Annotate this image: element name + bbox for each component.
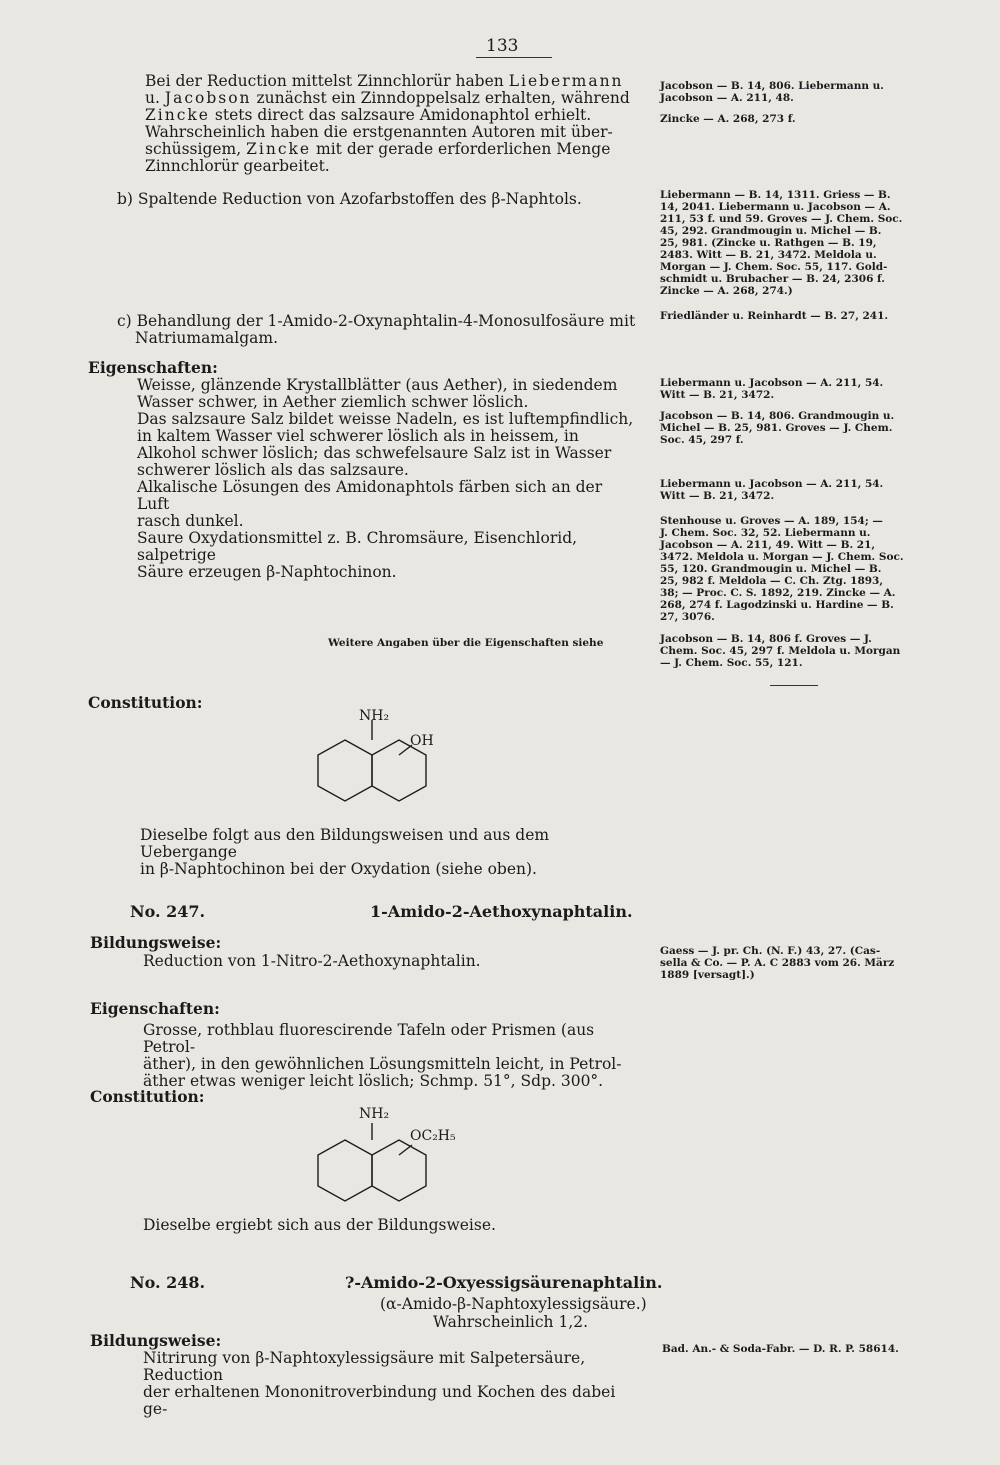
no248-bildungsweise-label: Bildungsweise:	[90, 1331, 222, 1350]
weitere-angaben: Weitere Angaben über die Eigenschaften siehe	[328, 637, 604, 649]
constitution-label: Constitution:	[88, 693, 203, 712]
section-a-line-1: Bei der Reduction mittelst Zinnchlorür haben Liebermann	[145, 72, 624, 90]
section-a-line-5: schüssigem, Zincke mit der gerade erforderlichen Menge	[145, 140, 611, 158]
no247-bildungsweise-label: Bildungsweise:	[90, 933, 222, 952]
ref-2: Zincke — A. 268, 273 f.	[660, 113, 796, 125]
no247-number: No. 247.	[130, 902, 206, 921]
author-liebermann: Liebermann	[508, 72, 624, 90]
author-jacobson: Jacobson	[164, 89, 252, 107]
ref-7: Liebermann u. Jacobson — A. 211, 54. Witt — B. 21, 3472.	[660, 478, 884, 502]
eigenschaften-label: Eigenschaften:	[88, 358, 218, 377]
section-a-paragraph	[145, 73, 645, 175]
page-number: 133	[486, 36, 519, 56]
author-zincke-2: Zincke	[246, 140, 312, 158]
no248-subtitle2: Wahrscheinlich 1,2.	[433, 1313, 589, 1331]
item-c: c) Behandlung der 1-Amido-2-Oxynaphtalin-4-Monosulfosäure mit Natriumamalgam.	[117, 312, 636, 347]
eigenschaften-text: Weisse, glänzende Krystallblätter (aus Aether), in siedendem Wasser schwer, in Aether ziemlich schwer löslich. Das salzsaure Salz bildet weisse Nadeln, es ist luftempfindlich, in kaltem Wasser viel schwerer löslich als in heissem, in Alkohol schwer löslich; das schwefelsaure Salz ist in Wasser schwerer löslich als das salzsaure. Alkalische Lösungen des Amidonaphtols färben sich an der Luft rasch dunkel. Saure Oxydationsmittel z. B. Chromsäure, Eisenchlorid, salpetrige Säure erzeugen β-Naphtochinon.	[137, 376, 634, 581]
structure-1-oh: OH	[410, 733, 434, 749]
ref-11: Bad. An.- & Soda-Fabr. — D. R. P. 58614.	[662, 1343, 899, 1355]
author-zincke: Zincke	[145, 106, 210, 124]
no247-bildungsweise: Reduction von 1-Nitro-2-Aethoxynaphtalin.	[143, 952, 481, 970]
ref-6: Jacobson — B. 14, 806. Grandmougin u. Michel — B. 25, 981. Groves — J. Chem. Soc. 45, 297 f.	[660, 410, 895, 446]
section-a-line-4: Wahrscheinlich haben die erstgenannten Autoren mit über-	[145, 123, 613, 141]
ref-4: Friedländer u. Reinhardt — B. 27, 241.	[660, 310, 889, 322]
ref-8: Stenhouse u. Groves — A. 189, 154; — J. Chem. Soc. 32, 52. Liebermann u. Jacobson — A. 211, 49. Witt — B. 21, 3472. Meldola u. Morgan — J. Chem. Soc. 55, 120. Grandmougin u. Michel — B. 25, 982 f. Meldola — C. Ch. Ztg. 1893, 38; — Proc. C. S. 1892, 219. Zincke — A. 268, 274 f. Lagodzinski u. Hardine — B. 27, 3076.	[660, 515, 904, 623]
page-number-rule	[476, 57, 552, 58]
structure-2-oc2h5: OC₂H₅	[410, 1128, 456, 1144]
section-a-line-2: u. Jacobson zunächst ein Zinndoppelsalz erhalten, während	[145, 89, 630, 107]
ref-9: Jacobson — B. 14, 806 f. Groves — J. Chem. Soc. 45, 297 f. Meldola u. Morgan — J. Chem. Soc. 55, 121.	[660, 633, 901, 669]
ref-5: Liebermann u. Jacobson — A. 211, 54. Witt — B. 21, 3472.	[660, 377, 884, 401]
constitution-text: Dieselbe folgt aus den Bildungsweisen und aus dem Uebergange in β-Naphtochinon bei der Oxydation (siehe oben).	[140, 826, 550, 878]
section-a-line-3: Zincke stets direct das salzsaure Amidonaphtol erhielt.	[145, 106, 592, 124]
no248-number: No. 248.	[130, 1273, 206, 1292]
section-a-line-6: Zinnchlorür gearbeitet.	[145, 157, 330, 175]
no247-title: 1-Amido-2-Aethoxynaphtalin.	[370, 902, 633, 921]
ref-3: Liebermann — B. 14, 1311. Griess — B. 14, 2041. Liebermann u. Jacobson — A. 211, 53 f. und 59. Groves — J. Chem. Soc. 45, 292. Grandmougin u. Michel — B. 25, 981. (Zincke u. Rathgen — B. 19, 2483. Witt — B. 21, 3472. Meldola u. Morgan — J. Chem. Soc. 55, 117. Gold- schmidt u. Brubacher — B. 24, 2306 f. Zincke — A. 268, 274.)	[660, 189, 903, 297]
ref-1: Jacobson — B. 14, 806. Liebermann u. Jacobson — A. 211, 48.	[660, 80, 884, 104]
no247-constitution-text: Dieselbe ergiebt sich aus der Bildungsweise.	[143, 1216, 496, 1234]
no248-subtitle: (α-Amido-β-Naphtoxylessigsäure.)	[380, 1295, 647, 1313]
ref-10: Gaess — J. pr. Ch. (N. F.) 43, 27. (Cas- sella & Co. — P. A. C 2883 vom 26. März 1889 [versagt].)	[660, 945, 895, 981]
no247-eigenschaften: Grosse, rothblau fluorescirende Tafeln oder Prismen (aus Petrol- äther), in den gewöhnlichen Lösungsmitteln leicht, in Petrol- äther etwas weniger leicht löslich; Schmp. 51°, Sdp. 300°.	[143, 1021, 622, 1090]
item-b: b) Spaltende Reduction von Azofarbstoffen des β-Naphtols.	[117, 190, 582, 208]
no248-title: ?-Amido-2-Oxyessigsäurenaphtalin.	[345, 1273, 663, 1292]
structure-1-nh2: NH₂	[359, 708, 390, 724]
no247-constitution-label: Constitution:	[90, 1087, 205, 1106]
no247-eigenschaften-label: Eigenschaften:	[90, 999, 220, 1018]
structure-2-nh2: NH₂	[359, 1106, 390, 1122]
ref-divider	[770, 685, 818, 686]
no248-bildungsweise: Nitrirung von β-Naphtoxylessigsäure mit Salpetersäure, Reduction der erhaltenen Mononitroverbindung und Kochen des dabei ge-	[143, 1349, 616, 1418]
